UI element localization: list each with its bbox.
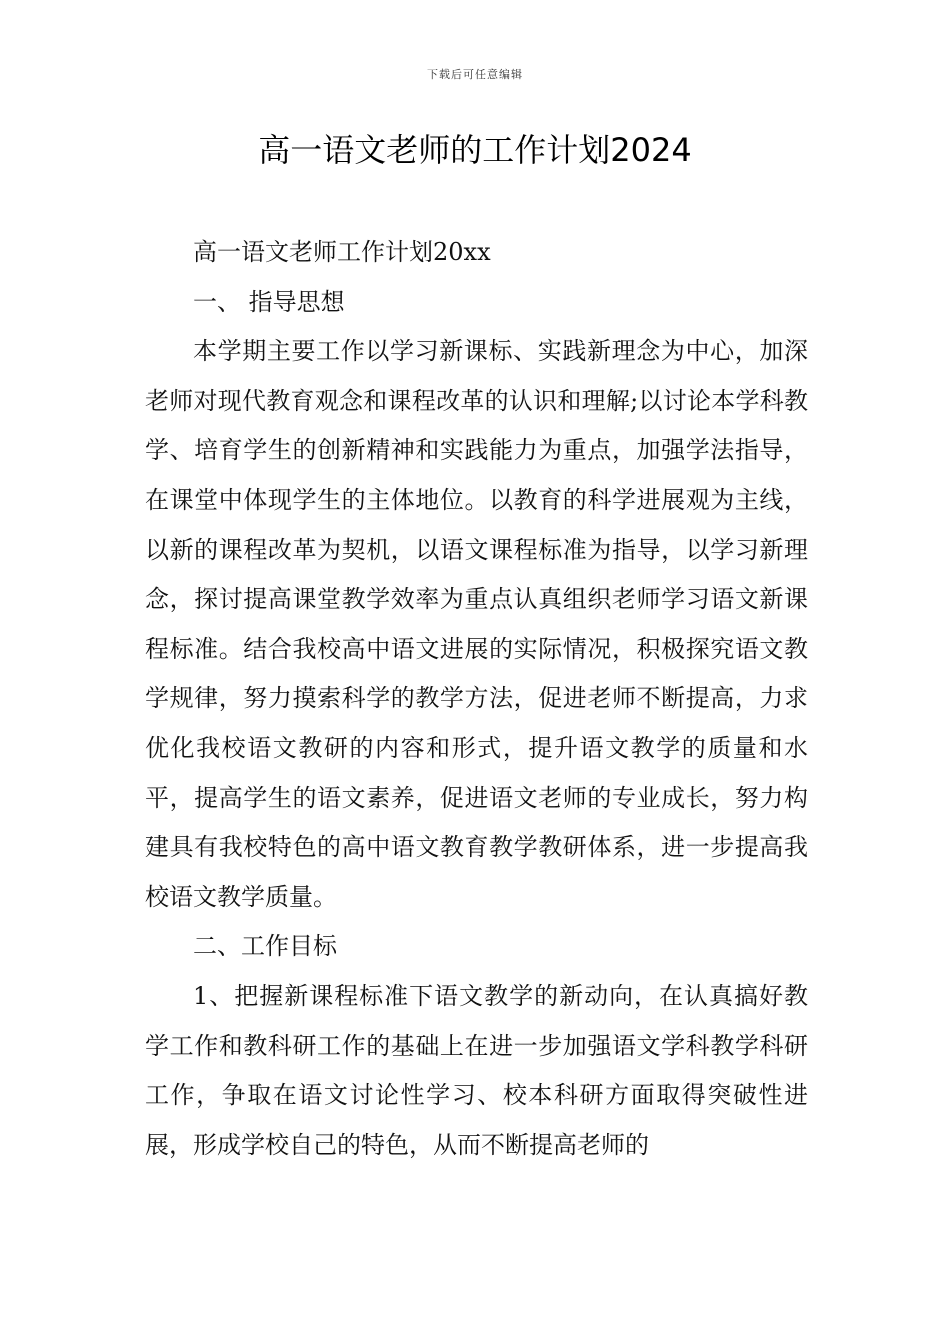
section-heading-guiding-thought: 一、 指导思想 (193, 287, 345, 316)
page-header-note: 下载后可任意编辑 (427, 68, 523, 81)
document-body (145, 228, 808, 1170)
section-heading-work-goals: 二、工作目标 (193, 932, 337, 961)
paragraph-subtitle: 高一语文老师工作计划20xx (193, 238, 491, 266)
paragraph-goal-1: 1、把握新课程标准下语文教学的新动向，在认真搞好教学工作和教科研工作的基础上在进一步加强语文学科教学科研工作，争取在语文讨论性学习、校本科研方面取得突破性进展，形成学校自己的特色，从而不断提高老师的 (145, 981, 808, 1159)
paragraph-guiding-thought: 本学期主要工作以学习新课标、实践新理念为中心，加深老师对现代教育观念和课程改革的认识和理解;以讨论本学科教学、培育学生的创新精神和实践能力为重点，加强学法指导，在课堂中体现学生的主体地位。以教育的科学进展观为主线，以新的课程改革为契机，以语文课程标准为指导，以学习新理念，探讨提高课堂教学效率为重点认真组织老师学习语文新课程标准。结合我校高中语文进展的实际情况，积极探究语文教学规律，努力摸索科学的教学方法，促进老师不断提高，力求优化我校语文教研的内容和形式，提升语文教学的质量和水平，提高学生的语文素养，促进语文老师的专业成长，努力构建具有我校特色的高中语文教育教学教研体系，进一步提高我校语文教学质量。 (145, 337, 808, 911)
document-title: 高一语文老师的工作计划2024 (258, 131, 692, 169)
